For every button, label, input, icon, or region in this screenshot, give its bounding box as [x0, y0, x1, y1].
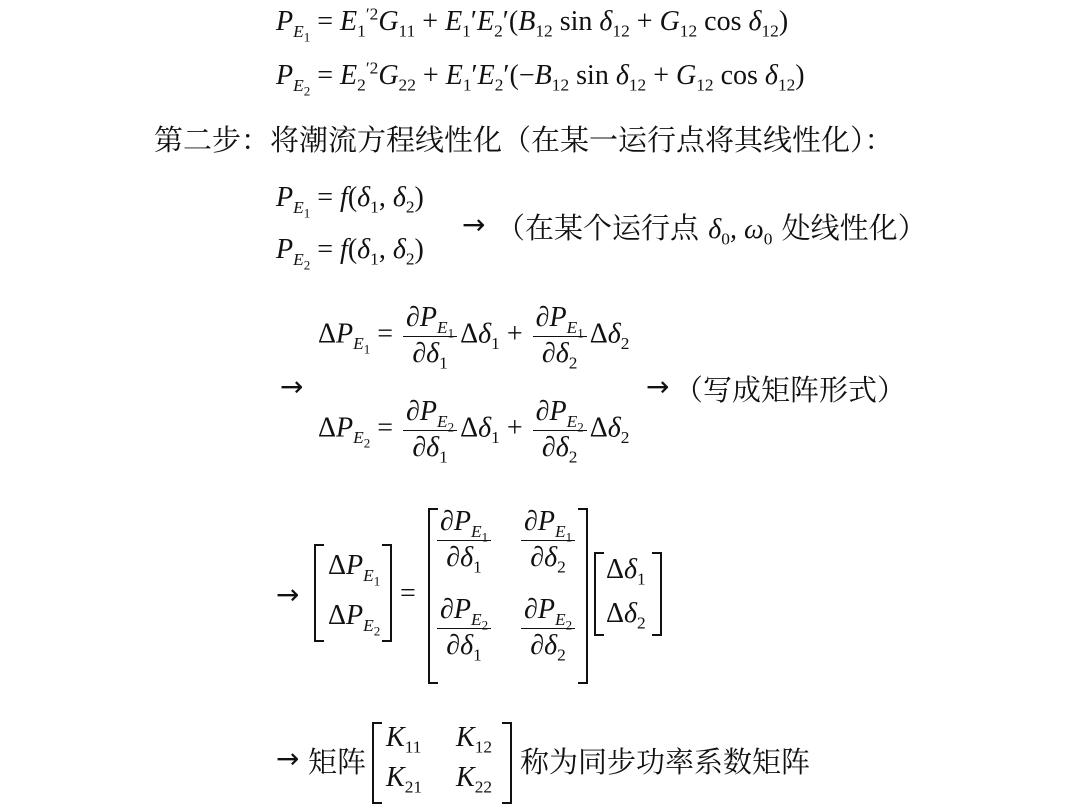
vector-entry-d2: $\Delta\delta_2$ [606, 598, 646, 633]
equation-pe1-power: $P_{E_1} = E_1^{'2}G_{11} + E_1'E_2'(B_{12}$ $\sin \delta_{12} + G_{12}$ $\cos \delta_{12}$) [276, 4, 789, 45]
linearize-note-close: 处线性化） [781, 211, 927, 245]
step-two-line [154, 118, 894, 159]
k-entry-22: $K_{22}$ [456, 762, 493, 797]
right-arrow-icon: → [276, 578, 300, 611]
jacobian-entry-11: $\frac{\partial P_{E_1}}{\partial\delta_1}$ [434, 508, 494, 572]
equals-sign: = [400, 578, 416, 609]
right-bracket [382, 544, 392, 642]
equation-delta-pe2: $\Delta P_{E_2}$ = $\frac{\partial P_{E_2}}{\partial\delta_1}$ $\Delta\delta_1$ + $\frac{\partial P_{E_2}}{\partial\delta_2}$ $\Delta\delta_2$ [318, 396, 630, 467]
right-arrow-icon: → [646, 370, 670, 403]
step-two-text: 将潮流方程线性化（在某一运行点将其线性化）： [270, 123, 894, 157]
vector-entry-d1: $\Delta\delta_1$ [606, 554, 646, 589]
k-entry-11: $K_{11}$ [386, 722, 422, 757]
matrix-note: （写成矩阵形式） [674, 373, 907, 407]
right-arrow-icon: → [280, 370, 304, 403]
right-bracket [652, 552, 662, 636]
equation-pe2-func: $P_{E_2} = f(\delta_1$, $\delta_2$) [276, 234, 424, 273]
right-arrow-icon: → [462, 208, 486, 241]
k-entry-12: $K_{12}$ [456, 722, 493, 757]
equation-delta-pe1: $\Delta P_{E_1}$ = $\frac{\partial P_{E_1}}{\partial\delta_1}$ $\Delta\delta_1$ + $\frac{\partial P_{E_1}}{\partial\delta_2}$ $\Delta\delta_2$ [318, 302, 630, 373]
jacobian-entry-12: $\frac{\partial P_{E_1}}{\partial\delta_2}$ [518, 508, 578, 572]
vector-entry-pe2: $\Delta P_{E_2}$ [328, 600, 381, 639]
step-two-label: 第二步： [154, 123, 271, 157]
right-arrow-icon: → [276, 742, 300, 775]
linearize-point: $\delta_0$, $\omega_0$ [708, 214, 773, 249]
final-prefix: 矩阵 [308, 745, 367, 779]
right-bracket [502, 722, 512, 804]
jacobian-entry-22: $\frac{\partial P_{E_2}}{\partial\delta_2}$ [518, 596, 578, 660]
linearize-note [496, 206, 927, 247]
equation-pe1-func: $P_{E_1} = f(\delta_1$, $\delta_2$) [276, 182, 424, 221]
k-entry-21: $K_{21}$ [386, 762, 423, 797]
final-suffix: 称为同步功率系数矩阵 [520, 745, 811, 779]
left-bracket [594, 552, 604, 636]
left-bracket [314, 544, 324, 642]
left-bracket [372, 722, 382, 804]
equation-pe2-power: $P_{E_2} = E_2^{'2}G_{22} + E_1'E_2'(-B_{12}$ $\sin \delta_{12} + G_{12}$ $\cos \delta_{12}$) [276, 58, 805, 99]
jacobian-entry-21: $\frac{\partial P_{E_2}}{\partial\delta_1}$ [434, 596, 494, 660]
right-bracket [578, 508, 588, 684]
vector-entry-pe1: $\Delta P_{E_1}$ [328, 550, 381, 589]
linearize-note-open: （在某个运行点 [496, 211, 700, 245]
